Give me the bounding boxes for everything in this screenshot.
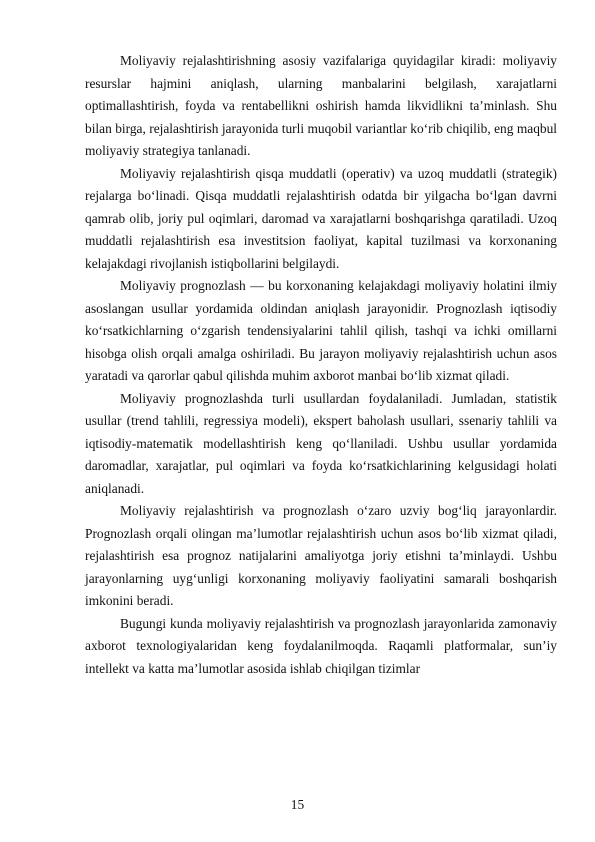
paragraph-4: Moliyaviy prognozlashda turli usullardan foydalaniladi. Jumladan, statistik usullar (trend tahlili, regressiya modeli), ekspert baholash usullari, ssenariy tahlili va iqtisodiy-matematik modellashtirish keng qo‘llaniladi. Ushbu usullar yordamida daromadlar, xarajatlar, pul oqimlari va foyda ko‘rsatkichlarining kelgusidagi holati aniqlanadi. bbox=[85, 390, 557, 496]
paragraph-2: Moliyaviy rejalashtirish qisqa muddatli (operativ) va uzoq muddatli (strategik) rejalarga bo‘linadi. Qisqa muddatli rejalashtirish odatda bir yilgacha bo‘lgan davrni qamrab olib, joriy pul oqimlari, daromad va xarajatlarni boshqarishga qaratiladi. Uzoq muddatli rejalashtirish esa investitsion faoliyat, kapital tuzilmasi va korxonaning kelajakdagi rivojlanish istiqbollarini belgilaydi. bbox=[85, 165, 557, 271]
paragraph-3: Moliyaviy prognozlash — bu korxonaning kelajakdagi moliyaviy holatini ilmiy asoslangan usullar yordamida oldindan aniqlash jarayonidir. Prognozlash iqtisodiy ko‘rsatkichlarning o‘zgarish tendensiyalarini tahlil qilish, tashqi va ichki omillarni hisobga olish orqali amalga oshiriladi. Bu jarayon moliyaviy rejalashtirish uchun asos yaratadi va qarorlar qabul qilishda muhim axborot manbai bo‘lib xizmat qiladi. bbox=[85, 278, 557, 383]
document-body bbox=[85, 50, 557, 680]
paragraph-5: Moliyaviy rejalashtirish va prognozlash o‘zaro uzviy bog‘liq jarayonlardir. Prognozlash orqali olingan ma’lumotlar rejalashtirish uchun asos bo‘lib xizmat qiladi, rejalashtirish esa prognoz natijalarini amaliyotga joriy etishni ta’minlaydi. Ushbu jarayonlarning uyg‘unligi korxonaning moliyaviy faoliyatini samarali boshqarish imkonini beradi. bbox=[85, 503, 557, 608]
paragraph-6: Bugungi kunda moliyaviy rejalashtirish va prognozlash jarayonlarida zamonaviy axborot texnologiyalaridan keng foydalanilmoqda. Raqamli platformalar, sun’iy intellekt va katta ma’lumotlar asosida ishlab chiqilgan tizimlar bbox=[85, 615, 557, 676]
paragraph-1: Moliyaviy rejalashtirishning asosiy vazifalariga quyidagilar kiradi: moliyaviy resurslar hajmini aniqlash, ularning manbalarini belgilash, xarajatlarni optimallashtirish, foyda va rentabellikni oshirish hamda likvidlikni ta’minlash. Shu bilan birga, rejalashtirish jarayonida turli muqobil variantlar ko‘rib chiqilib, eng maqbul moliyaviy strategiya tanlanadi. bbox=[85, 53, 557, 158]
page-number: 15 bbox=[290, 797, 305, 812]
